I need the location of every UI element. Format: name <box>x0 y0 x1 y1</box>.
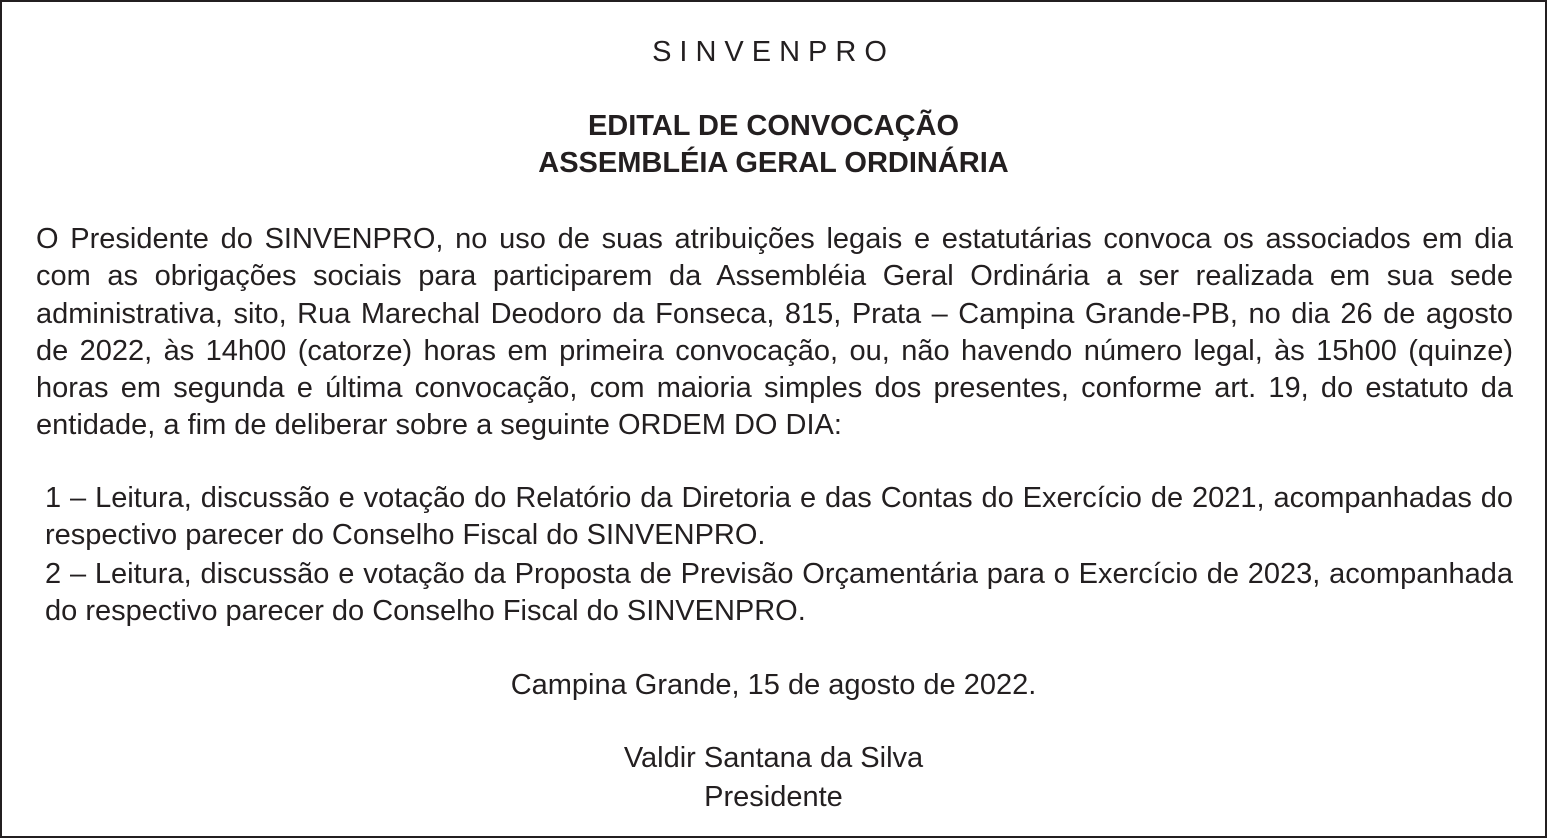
notice-subtitle: ASSEMBLÉIA GERAL ORDINÁRIA <box>538 147 1009 179</box>
signatory-role: Presidente <box>704 781 843 813</box>
agenda-item-1: 1 – Leitura, discussão e votação do Relatório da Diretoria e das Contas do Exercício de 2021, acompanhadas do respectivo parecer do Conselho Fiscal do SINVENPRO. <box>45 482 1513 552</box>
agenda-item-2: 2 – Leitura, discussão e votação da Proposta de Previsão Orçamentária para o Exercício de 2023, acompanhada do respectivo parecer do Conselho Fiscal do SINVENPRO. <box>45 558 1513 628</box>
place-date: Campina Grande, 15 de agosto de 2022. <box>510 669 1037 701</box>
convocation-paragraph: O Presidente do SINVENPRO, no uso de suas atribuições legais e estatutárias convoca os associados em dia com as obrigações sociais para participarem da Assembléia Geral Ordinária a ser realizada em sua sede administrativa, sito, Rua Marechal Deodoro da Fonseca, 815, Prata – Campina Grande-PB, no dia 26 de agosto de 2022, às 14h00 (catorze) horas em primeira convocação, ou, não havendo número legal, às 15h00 (quinze) horas em segunda e última convocação, com maioria simples dos presentes, conforme art. 19, do estatuto da entidade, a fim de deliberar sobre a seguinte ORDEM DO DIA: <box>36 223 1513 442</box>
signatory-name: Valdir Santana da Silva <box>623 742 924 774</box>
organization-name: SINVENPRO <box>652 36 895 68</box>
notice-title: EDITAL DE CONVOCAÇÃO <box>587 110 960 142</box>
